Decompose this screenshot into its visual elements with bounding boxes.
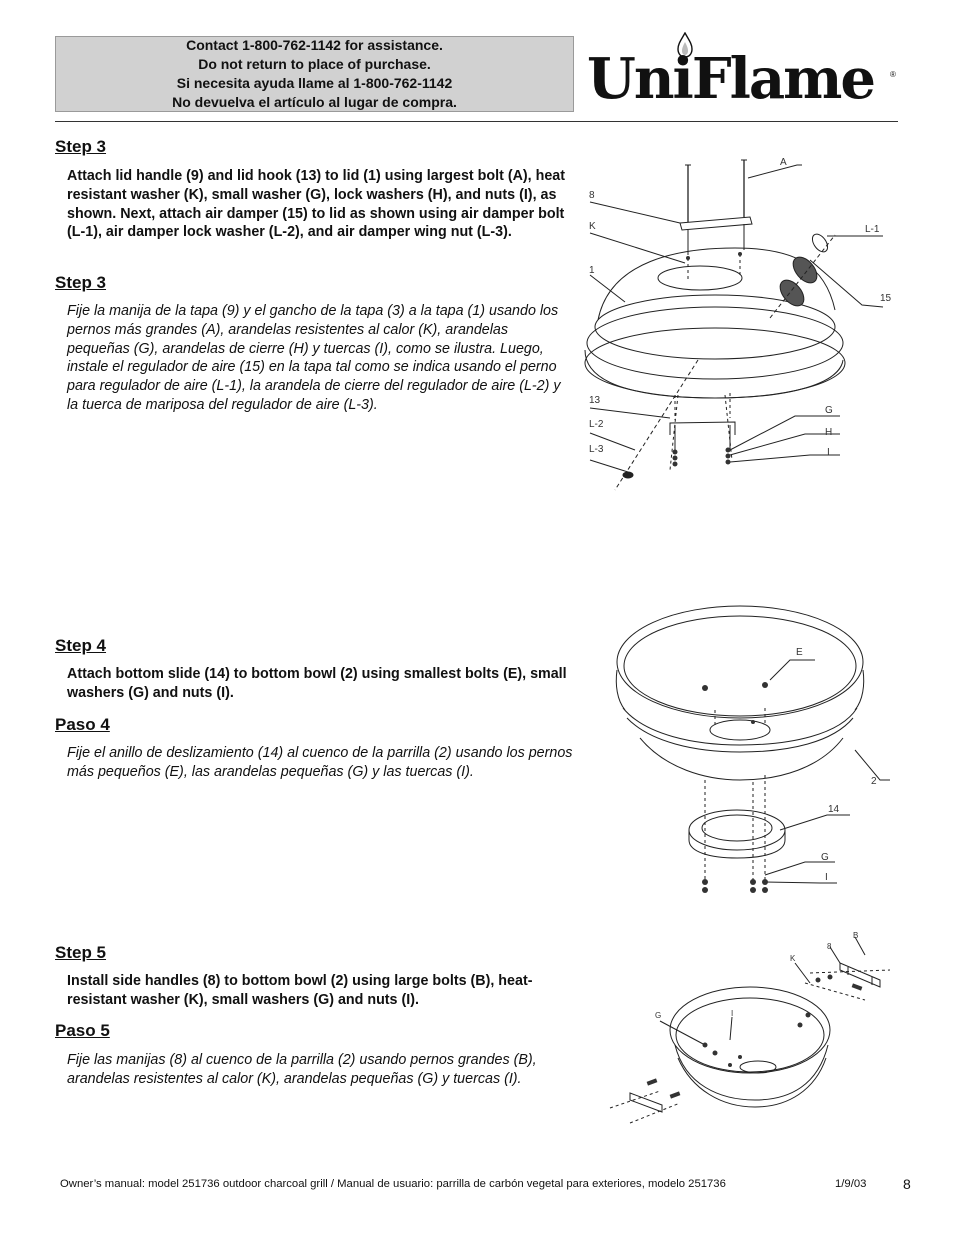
contact-line: Contact 1-800-762-1142 for assistance. bbox=[186, 37, 443, 53]
figure-label: 8 bbox=[827, 942, 832, 951]
figure-label: K bbox=[790, 954, 796, 963]
uniflame-logo bbox=[585, 30, 900, 115]
step-3-text-es: Fije la manija de la tapa (9) y el gancho de la tapa (3) a la tapa (1) usando los pernos más grandes (A), arandelas resistentes al calor (K), arandelas pequeñas (G), arandelas de cierre (H) y tuercas (I), como se ilustra. Luego, instale el regulador de aire (15) en la tapa tal como se indica usando el perno para regulador de aire (L-1), la arandela de cierre del regulador de aire (L-2) y la tuerca de mariposa del regulador de aire (L-3). bbox=[67, 303, 561, 413]
figure-label: B bbox=[853, 931, 859, 940]
figure-label: L-2 bbox=[589, 419, 604, 430]
figure-label: 14 bbox=[828, 804, 840, 815]
figure-label: 1 bbox=[589, 265, 595, 276]
figure-label: 2 bbox=[871, 776, 877, 787]
step-4-heading: Step 4 bbox=[55, 636, 107, 655]
step-3-text-en: Attach lid handle (9) and lid hook (13) to lid (1) using largest bolt (A), heat resistant washer (K), small washer (G), lock washers (H), and nuts (I), as shown. Next, attach air damper (15) to lid as shown using air damper bolt (L-1), air damper lock washer (L-2), and air damper wing nut (L-3). bbox=[67, 168, 566, 241]
figure-label: 8 bbox=[589, 190, 595, 201]
figure-label: K bbox=[589, 221, 596, 232]
contact-box bbox=[55, 36, 574, 112]
figure-label: I bbox=[731, 1009, 734, 1018]
header-divider bbox=[55, 121, 898, 122]
figure-label: G bbox=[825, 405, 833, 416]
contact-line: Si necesita ayuda llame al 1-800-762-1142 bbox=[176, 75, 453, 91]
figure-label: E bbox=[796, 647, 803, 658]
step-4-text-en: Attach bottom slide (14) to bottom bowl (2) using smallest bolts (E), small washers (G) and nuts (I). bbox=[67, 666, 567, 701]
contact-line: Do not return to place of purchase. bbox=[198, 56, 431, 72]
paso-4-text-es: Fije el anillo de deslizamiento (14) al cuenco de la parrilla (2) usando los pernos más pequeños (E), las arandelas pequeñas (G) y las tuercas (I). bbox=[67, 745, 573, 780]
figure-label: L-3 bbox=[589, 444, 604, 455]
figure-label: A bbox=[780, 157, 787, 168]
figure-label: 15 bbox=[880, 293, 892, 304]
registered-mark: ® bbox=[890, 70, 896, 79]
paso-5-heading: Paso 5 bbox=[55, 1021, 110, 1040]
paso-5-text-es: Fije las manijas (8) al cuenco de la parrilla (2) usando pernos grandes (B), arandelas resistentes al calor (K), arandelas pequeñas (G) y tuercas (I). bbox=[67, 1052, 537, 1087]
paso-4-heading: Paso 4 bbox=[55, 715, 110, 734]
figure-label: G bbox=[821, 852, 829, 863]
lid-assembly-diagram bbox=[580, 150, 900, 495]
figure-label: I bbox=[827, 447, 830, 458]
step-3-heading: Step 3 bbox=[55, 137, 107, 156]
figure-label: L-1 bbox=[865, 224, 880, 235]
figure-label: H bbox=[825, 427, 833, 438]
footer-text: Owner’s manual: model 251736 outdoor charcoal grill / Manual de usuario: parrilla de carbón vegetal para exteriores, modelo 251736 bbox=[60, 1178, 726, 1190]
figure-label: G bbox=[655, 1011, 662, 1020]
bottom-bowl-diagram bbox=[605, 590, 895, 905]
page-number: 8 bbox=[903, 1176, 911, 1192]
step-5-heading: Step 5 bbox=[55, 943, 107, 962]
figure-label: I bbox=[825, 872, 828, 883]
logo-text: UniFlame bbox=[587, 46, 875, 112]
side-handles-diagram bbox=[600, 925, 900, 1135]
step-5-text-en: Install side handles (8) to bottom bowl (2) using large bolts (B), heat-resistant washer (K), small washers (G) and nuts (I). bbox=[67, 973, 533, 1008]
figure-label: 13 bbox=[589, 395, 601, 406]
footer-date: 1/9/03 bbox=[835, 1178, 867, 1190]
contact-line: No devuelva el artículo al lugar de compra. bbox=[172, 94, 457, 110]
step-3-heading-es: Step 3 bbox=[55, 273, 107, 292]
